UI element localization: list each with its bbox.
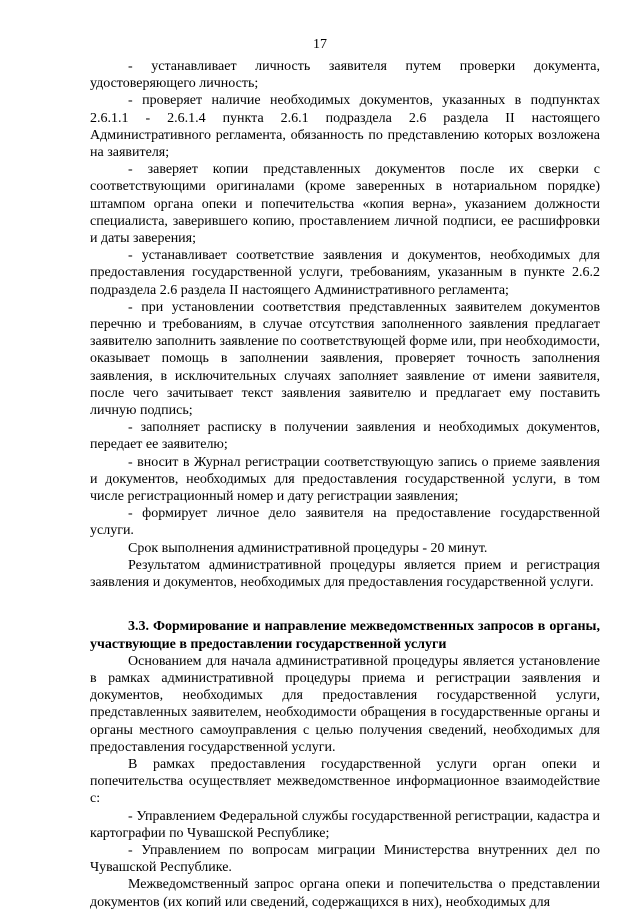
- paragraph: - формирует личное дело заявителя на предоставление государственной услуги.: [90, 506, 600, 539]
- paragraph: - проверяет наличие необходимых документов, указанных в подпунктах 2.6.1.1 - 2.6.1.4 пункта 2.6.1 подраздела 2.6 раздела II настоящего Административного регламента, обязанность по представлению которых возложена на заявителя;: [90, 93, 600, 161]
- section-heading: 3.3. Формирование и направление межведомственных запросов в органы, участвующие в предоставлении государственной услуги: [90, 619, 600, 652]
- paragraph: - при установлении соответствия представленных заявителем документов перечню и требованиям, в случае отсутствия заполненного заявления предлагает заявителю заполнить заявление по соответствующей форме или, при необходимости, оказывает помощь в заполнении заявления, проверяет точность заполнения заявления, в исключительных случаях заполняет заявление от имени заявителя, после чего зачитывает текст заявления заявителю и предлагает ему поставить личную подпись;: [90, 299, 600, 419]
- paragraph: - заверяет копии представленных документов после их сверки с соответствующими оригиналами (кроме заверенных в нотариальном порядке) штампом органа опеки и попечительства «копия верна», указанием должности специалиста, заверившего копию, проставлением личной подписи, ее расшифровки и даты заверения;: [90, 162, 600, 247]
- paragraph: Межведомственный запрос органа опеки и попечительства о представлении документов (их копий или сведений, содержащихся в них), необходимых для: [90, 877, 600, 910]
- paragraph: - заполняет расписку в получении заявления и необходимых документов, передает ее заявителю;: [90, 420, 600, 453]
- paragraph: Срок выполнения административной процедуры - 20 минут.: [128, 540, 488, 556]
- paragraph: - устанавливает соответствие заявления и документов, необходимых для предоставления государственной услуги, требованиям, указанным в пункте 2.6.2 подраздела 2.6 раздела II настоящего Административного регламента;: [90, 248, 600, 298]
- document-body: [90, 58, 600, 911]
- page-number: 17: [313, 37, 327, 52]
- paragraph: - Управлением Федеральной службы государственной регистрации, кадастра и картографии по Чувашской Республике;: [90, 808, 600, 841]
- paragraph: Основанием для начала административной процедуры является установление в рамках административной процедуры приема и регистрации заявления и документов, необходимых для предоставления государственной услуги, представленных заявителем, необходимости обращения в государственные органы и органы местного самоуправления с целью получения сведений, необходимых для предоставления государственной услуги.: [90, 653, 600, 755]
- paragraph: - устанавливает личность заявителя путем проверки документа, удостоверяющего личность;: [90, 59, 600, 92]
- paragraph: - вносит в Журнал регистрации соответствующую запись о приеме заявления и документов, необходимых для предоставления государственной услуги, в том числе регистрационный номер и дату регистрации заявления;: [90, 454, 600, 505]
- paragraph: Результатом административной процедуры является прием и регистрация заявления и документов, необходимых для предоставления государственной услуги.: [90, 557, 600, 591]
- paragraph: В рамках предоставления государственной услуги орган опеки и попечительства осуществляет межведомственное информационное взаимодействие с:: [90, 756, 600, 807]
- paragraph: - Управлением по вопросам миграции Министерства внутренних дел по Чувашской Республике.: [90, 842, 600, 876]
